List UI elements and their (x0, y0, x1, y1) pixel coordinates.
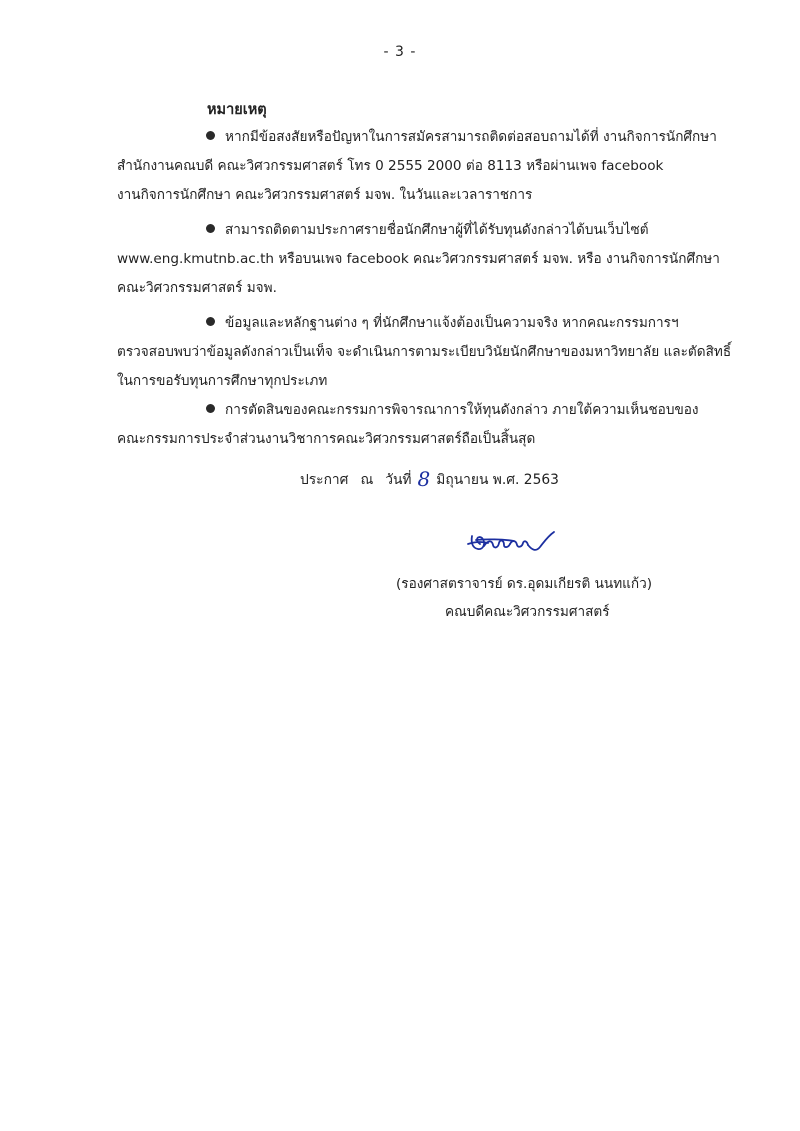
page-number: - 3 - (383, 44, 417, 60)
handwritten-day: 8 (417, 467, 431, 491)
bullet-icon (206, 131, 215, 140)
announcement-month-year: มิถุนายน พ.ศ. 2563 (436, 472, 559, 488)
signature-image (462, 522, 562, 562)
paragraph-line (117, 309, 722, 338)
note-paragraph (117, 123, 722, 210)
paragraph-line (117, 396, 722, 425)
announcement-date (300, 467, 559, 491)
bullet-icon (206, 224, 215, 233)
signer-title: คณบดีคณะวิศวกรรมศาสตร์ (445, 604, 610, 620)
bullet-icon (206, 404, 215, 413)
announcement-day-label: วันที่ (385, 472, 412, 488)
line-text: สามารถติดตามประกาศรายชื่อนักศึกษาผู้ที่ได้รับทุนดังกล่าวได้บนเว็บไซต์ (225, 222, 649, 238)
announcement-at: ณ (360, 472, 374, 488)
paragraph-line: ตรวจสอบพบว่าข้อมูลดังกล่าวเป็นเท็จ จะดำเนินการตามระเบียบวินัยนักศึกษาของมหาวิทยาลัย และตัดสิทธิ์ (117, 344, 732, 360)
bullet-icon (206, 317, 215, 326)
signer-name: (รองศาสตราจารย์ ดร.อุดมเกียรติ นนทแก้ว) (396, 576, 653, 592)
paragraph-line (117, 123, 722, 152)
announcement-prefix: ประกาศ (300, 472, 349, 488)
notes-heading: หมายเหตุ (207, 102, 267, 118)
line-text: การตัดสินของคณะกรรมการพิจารณาการให้ทุนดังกล่าว ภายใต้ความเห็นชอบของ (225, 402, 699, 418)
paragraph-line: คณะกรรมการประจำส่วนงานวิชาการคณะวิศวกรรมศาสตร์ถือเป็นสิ้นสุด (117, 431, 536, 447)
paragraph-line: คณะวิศวกรรมศาสตร์ มจพ. (117, 280, 277, 296)
note-paragraph (117, 396, 722, 454)
paragraph-line: สำนักงานคณบดี คณะวิศวกรรมศาสตร์ โทร 0 2555 2000 ต่อ 8113 หรือผ่านเพจ facebook (117, 158, 664, 174)
paragraph-line: ในการขอรับทุนการศึกษาทุกประเภท (117, 373, 328, 389)
paragraph-line: www.eng.kmutnb.ac.th หรือบนเพจ facebook คณะวิศวกรรมศาสตร์ มจพ. หรือ งานกิจการนักศึกษา (117, 251, 720, 267)
line-text: หากมีข้อสงสัยหรือปัญหาในการสมัครสามารถติดต่อสอบถามได้ที่ งานกิจการนักศึกษา (225, 129, 717, 145)
paragraph-line: งานกิจการนักศึกษา คณะวิศวกรรมศาสตร์ มจพ. ในวันและเวลาราชการ (117, 187, 533, 203)
note-paragraph (117, 309, 732, 396)
note-paragraph (117, 216, 722, 303)
paragraph-line (117, 216, 722, 245)
line-text: ข้อมูลและหลักฐานต่าง ๆ ที่นักศึกษาแจ้งต้องเป็นความจริง หากคณะกรรมการฯ (225, 315, 679, 331)
